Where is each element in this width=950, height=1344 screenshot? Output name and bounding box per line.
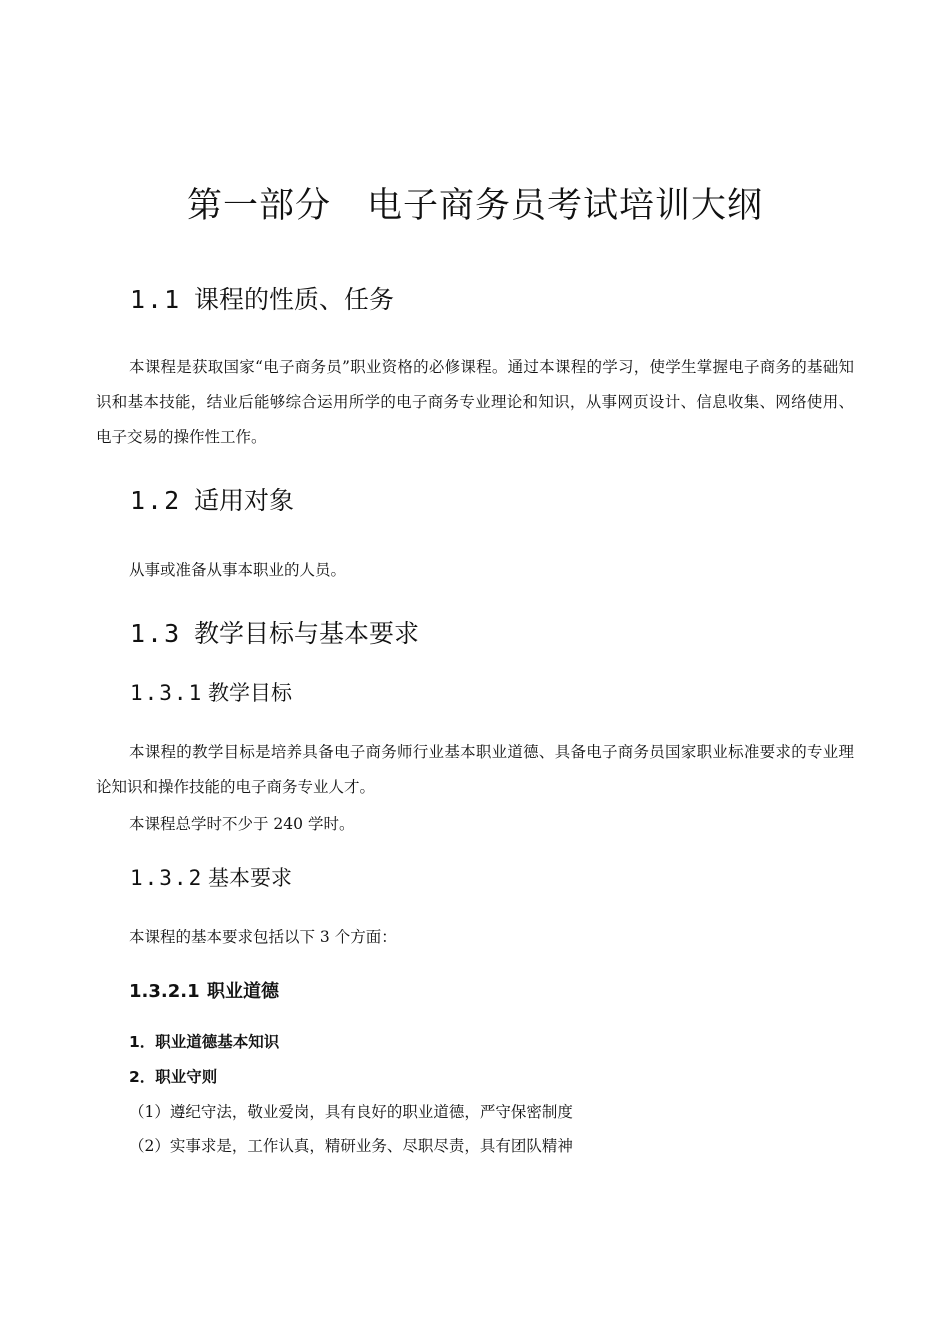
heading-1-3: [130, 614, 419, 650]
heading-number: 1.3.2: [130, 866, 204, 890]
heading-text: 教学目标: [208, 681, 292, 705]
paragraph-target-audience: 从事或准备从事本职业的人员。: [129, 561, 347, 579]
heading-number: 1.2: [130, 486, 182, 515]
paragraph-course-hours: 本课程总学时不少于 240 学时。: [129, 815, 355, 833]
list-item: 2．职业守则: [129, 1068, 218, 1086]
list-item: 1．职业道德基本知识: [129, 1033, 280, 1051]
paragraph-teaching-goal: 本课程的教学目标是培养具备电子商务师行业基本职业道德、具备电子商务员国家职业标准要求的专业理论知识和操作技能的电子商务专业人才。: [96, 743, 854, 796]
list-item: （2）实事求是，工作认真，精研业务、尽职尽责，具有团队精神: [129, 1137, 573, 1155]
heading-number: 1.3: [130, 619, 182, 648]
heading-1-3-2: [130, 862, 292, 892]
heading-1-1: [130, 280, 394, 316]
page-title: 第一部分 电子商务员考试培训大纲: [186, 186, 763, 226]
heading-number: 1.3.1: [130, 681, 204, 705]
heading-1-3-1: [130, 677, 292, 707]
heading-text: 课程的性质、任务: [194, 285, 395, 314]
heading-text: 基本要求: [208, 866, 292, 890]
heading-1-2: [130, 481, 294, 517]
heading-text: 职业道德: [207, 981, 279, 1002]
heading-text: 教学目标与基本要求: [194, 619, 420, 648]
heading-number: 1.1: [130, 285, 182, 314]
list-item: （1）遵纪守法，敬业爱岗，具有良好的职业道德，严守保密制度: [129, 1103, 573, 1121]
heading-1-3-2-1: [129, 977, 279, 1003]
heading-text: 适用对象: [194, 486, 295, 515]
paragraph-basic-requirements: 本课程的基本要求包括以下 3 个方面：: [129, 928, 397, 946]
heading-number: 1.3.2.1: [129, 981, 200, 1002]
paragraph-course-nature: 本课程是获取国家“电子商务员”职业资格的必修课程。通过本课程的学习，使学生掌握电子商务的基础知识和基本技能，结业后能够综合运用所学的电子商务专业理论和知识，从事网页设计、信息收集、网络使用、电子交易的操作性工作。: [96, 358, 854, 446]
